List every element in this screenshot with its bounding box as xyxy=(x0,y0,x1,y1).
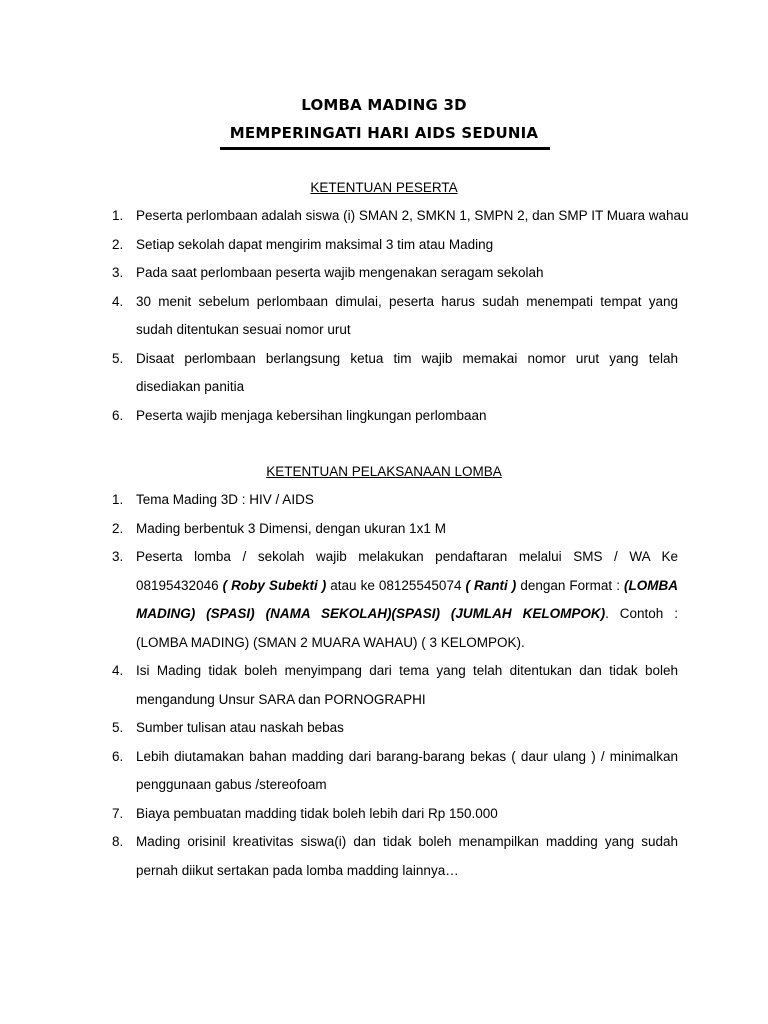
list-item-text: Biaya pembuatan madding tidak boleh lebih dari Rp 150.000 xyxy=(136,805,498,821)
list-number: 6. xyxy=(112,748,124,764)
contact-name-ranti: ( Ranti ) xyxy=(465,577,517,593)
list-number: 3. xyxy=(112,265,124,280)
list-item-text: Disaat perlombaan berlangsung ketua tim wajib memakai nomor urut yang telah disediakan panitia xyxy=(136,350,678,394)
list-item-text: Mading berbentuk 3 Dimensi, dengan ukuran 1x1 M xyxy=(136,520,446,536)
list-number: 2. xyxy=(112,236,124,252)
list-number: 2. xyxy=(112,520,124,536)
registration-example-text: . Contoh : (LOMBA MADING) (SMAN 2 MUARA WAHAU) ( 3 KELOMPOK). xyxy=(136,606,678,650)
list-item xyxy=(112,800,678,829)
list-number: 7. xyxy=(112,805,124,821)
list-item-text: Tema Mading 3D : HIV / AIDS xyxy=(136,492,314,507)
sms-format-text: (LOMBA MADING) (SPASI) (NAMA SEKOLAH)(SPASI) (JUMLAH KELOMPOK) xyxy=(136,577,678,621)
list-item xyxy=(112,345,678,402)
list-number: 1. xyxy=(112,492,124,507)
list-number: 8. xyxy=(112,834,124,849)
list-item xyxy=(112,231,678,260)
contact-name-roby: ( Roby Subekti ) xyxy=(222,577,327,593)
list-number: 3. xyxy=(112,549,124,564)
list-item xyxy=(112,714,678,743)
competition-rules-list xyxy=(112,486,678,885)
list-item-text: 30 menit sebelum perlombaan dimulai, peserta harus sudah menempati tempat yang sudah ditentukan sesuai nomor urut xyxy=(136,293,678,337)
list-item xyxy=(112,288,678,345)
list-item xyxy=(112,543,678,657)
list-item xyxy=(112,743,678,800)
list-item-text: Peserta perlombaan adalah siswa (i) SMAN 2, SMKN 1, SMPN 2, dan SMP IT Muara wahau xyxy=(136,208,689,223)
list-number: 6. xyxy=(112,407,124,423)
section-heading-ketentuan-pelaksanaan: KETENTUAN PELAKSANAAN LOMBA xyxy=(266,464,502,479)
list-item xyxy=(112,515,678,544)
registration-instructions-text: dengan Format : xyxy=(516,577,624,593)
list-item-text: Lebih diutamakan bahan madding dari barang-barang bekas ( daur ulang ) / minimalkan penggunaan gabus /stereofoam xyxy=(136,748,678,792)
list-item xyxy=(112,657,678,714)
list-item-text: Isi Mading tidak boleh menyimpang dari tema yang telah ditentukan dan tidak boleh mengandung Unsur SARA dan PORNOGRAPHI xyxy=(136,663,678,707)
list-item xyxy=(112,259,678,288)
list-item-text: Sumber tulisan atau naskah bebas xyxy=(136,720,344,735)
list-item xyxy=(112,202,689,231)
list-item xyxy=(112,486,678,515)
list-item-text: Setiap sekolah dapat mengirim maksimal 3 tim atau Mading xyxy=(136,236,494,252)
list-item-text: Pada saat perlombaan peserta wajib mengenakan seragam sekolah xyxy=(136,265,544,280)
list-item xyxy=(112,828,678,885)
title-underline-rule xyxy=(220,147,550,150)
document-title: LOMBA MADING 3D xyxy=(301,96,467,114)
list-item xyxy=(112,402,678,431)
list-number: 5. xyxy=(112,350,124,366)
registration-instructions-text: atau ke 08125545074 xyxy=(326,577,466,593)
list-item-text: Mading orisinil kreativitas siswa(i) dan tidak boleh menampilkan madding yang sudah pernah diikut sertakan pada lomba madding lainnya… xyxy=(136,834,678,878)
list-number: 5. xyxy=(112,720,124,735)
registration-instructions-text: Peserta lomba / sekolah wajib melakukan pendaftaran melalui SMS / WA Ke 08195432046 xyxy=(136,549,678,593)
list-number: 1. xyxy=(112,208,124,223)
list-number: 4. xyxy=(112,663,124,678)
section-heading-ketentuan-peserta: KETENTUAN PESERTA xyxy=(310,180,458,195)
list-item-text: Peserta wajib menjaga kebersihan lingkungan perlombaan xyxy=(136,407,487,423)
participant-rules-list xyxy=(112,202,689,430)
list-number: 4. xyxy=(112,293,124,309)
document-subtitle: MEMPERINGATI HARI AIDS SEDUNIA xyxy=(229,124,539,142)
